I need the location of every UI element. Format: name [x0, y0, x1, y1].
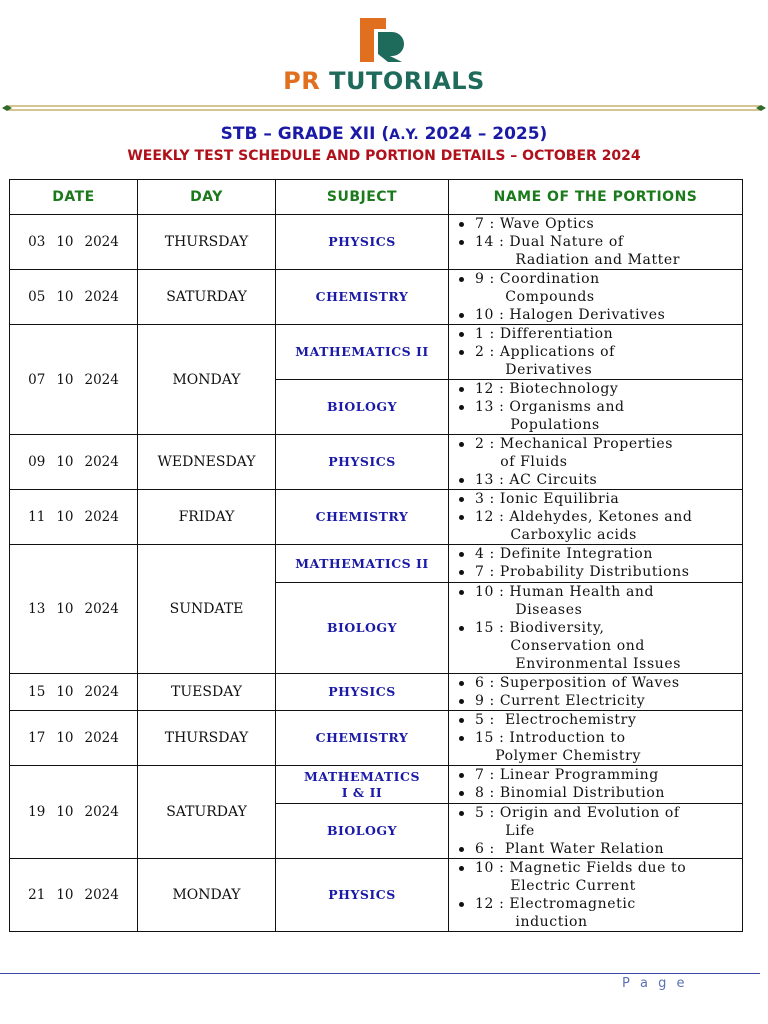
portion-item: 12 : Electromagnetic	[455, 895, 742, 913]
date-cell	[10, 674, 138, 711]
date-year: 2024	[84, 454, 119, 470]
date-day: 15	[28, 684, 46, 700]
subject-cell: MATHEMATICS II	[276, 325, 449, 380]
date-day: 21	[28, 887, 46, 903]
table-row	[10, 435, 743, 490]
page-label: P a g e	[622, 976, 688, 991]
table-row	[10, 325, 743, 380]
table-row	[10, 859, 743, 932]
portions-cell	[449, 859, 743, 932]
date-day: 13	[28, 601, 46, 617]
portions-list	[455, 325, 742, 379]
portions-cell	[449, 766, 743, 804]
portion-item: Life	[475, 823, 535, 839]
table-row	[10, 270, 743, 325]
portion-item: Carboxylic acids	[475, 527, 637, 543]
portion-item: Populations	[475, 417, 600, 433]
subject-cell: MATHEMATICS I & II	[276, 766, 449, 804]
portions-cell	[449, 325, 743, 380]
day-cell: MONDAY	[138, 325, 276, 435]
table-row	[10, 674, 743, 711]
subject-cell: MATHEMATICS II	[276, 545, 449, 583]
portion-item: 10 : Halogen Derivatives	[455, 306, 742, 324]
portions-list	[455, 583, 742, 673]
date-month: 10	[56, 234, 74, 250]
date-year: 2024	[84, 684, 119, 700]
portion-item: 2 : Mechanical Properties	[455, 435, 742, 453]
date-cell	[10, 325, 138, 435]
portions-list	[455, 804, 742, 858]
portion-item: 13 : Organisms and	[455, 398, 742, 416]
date-month: 10	[56, 289, 74, 305]
portions-cell	[449, 215, 743, 270]
portion-item: 2 : Applications of	[455, 343, 742, 361]
date-year: 2024	[84, 804, 119, 820]
portions-list	[455, 859, 742, 931]
portion-item: 9 : Current Electricity	[455, 692, 742, 710]
portion-item: 12 : Biotechnology	[455, 380, 742, 398]
portion-item: 9 : Coordination	[455, 270, 742, 288]
portion-item: 1 : Differentiation	[455, 325, 742, 343]
date-cell	[10, 215, 138, 270]
date-cell	[10, 766, 138, 859]
portions-cell	[449, 711, 743, 766]
page-title: STB – GRADE XII (A.Y. 2024 – 2025)	[220, 124, 548, 144]
portions-cell	[449, 674, 743, 711]
portion-item: 10 : Human Health and	[455, 583, 742, 601]
date-year: 2024	[84, 601, 119, 617]
portion-item: 7 : Wave Optics	[455, 215, 742, 233]
date-cell	[10, 859, 138, 932]
date-day: 05	[28, 289, 46, 305]
portion-item: 6 : Plant Water Relation	[455, 840, 742, 858]
column-header-date: DATE	[10, 180, 138, 215]
portion-item: Polymer Chemistry	[475, 748, 641, 764]
date-day: 17	[28, 730, 46, 746]
table-row	[10, 766, 743, 804]
date-year: 2024	[84, 234, 119, 250]
date-year: 2024	[84, 887, 119, 903]
date-month: 10	[56, 684, 74, 700]
date-cell	[10, 490, 138, 545]
portion-item: 5 : Electrochemistry	[455, 711, 742, 729]
portion-item: Environmental Issues	[475, 656, 682, 672]
day-cell: WEDNESDAY	[138, 435, 276, 490]
subject-cell: CHEMISTRY	[276, 490, 449, 545]
date-year: 2024	[84, 289, 119, 305]
day-cell: SATURDAY	[138, 766, 276, 859]
day-cell: THURSDAY	[138, 215, 276, 270]
day-cell: SUNDATE	[138, 545, 276, 674]
logo	[0, 14, 768, 96]
portions-list	[455, 215, 742, 269]
date-day: 11	[28, 509, 46, 525]
table-header-row	[10, 180, 743, 215]
day-cell: THURSDAY	[138, 711, 276, 766]
day-cell: SATURDAY	[138, 270, 276, 325]
portions-cell	[449, 380, 743, 435]
portion-item: 13 : AC Circuits	[455, 471, 742, 489]
portion-item: 14 : Dual Nature of	[455, 233, 742, 251]
logo-wordmark	[0, 66, 768, 96]
date-year: 2024	[84, 509, 119, 525]
portion-item: 15 : Biodiversity,	[455, 619, 742, 637]
date-day: 09	[28, 454, 46, 470]
portions-cell	[449, 435, 743, 490]
portions-list	[455, 490, 742, 544]
subject-cell: PHYSICS	[276, 859, 449, 932]
portions-cell	[449, 545, 743, 583]
portion-item: Radiation and Matter	[475, 252, 681, 268]
logo-tutorials-text: TUTORIALS	[329, 67, 485, 95]
table-row	[10, 215, 743, 270]
portions-cell	[449, 804, 743, 859]
subject-cell: BIOLOGY	[276, 804, 449, 859]
day-cell: TUESDAY	[138, 674, 276, 711]
portion-item: 6 : Superposition of Waves	[455, 674, 742, 692]
table-row	[10, 490, 743, 545]
subject-cell: CHEMISTRY	[276, 711, 449, 766]
portion-item: 4 : Definite Integration	[455, 545, 742, 563]
column-header-subject: SUBJECT	[276, 180, 449, 215]
date-month: 10	[56, 454, 74, 470]
portion-item: induction	[475, 914, 588, 930]
table-row	[10, 711, 743, 766]
date-month: 10	[56, 730, 74, 746]
date-month: 10	[56, 509, 74, 525]
portions-list	[455, 711, 742, 765]
date-cell	[10, 435, 138, 490]
header-divider	[2, 103, 766, 113]
date-month: 10	[56, 371, 74, 388]
portions-list	[455, 674, 742, 710]
date-cell	[10, 711, 138, 766]
date-cell	[10, 545, 138, 674]
portion-item: Electric Current	[475, 878, 636, 894]
portion-item: 8 : Binomial Distribution	[455, 784, 742, 802]
date-cell	[10, 270, 138, 325]
portion-item: 3 : Ionic Equilibria	[455, 490, 742, 508]
schedule-table	[9, 179, 743, 932]
subject-cell: CHEMISTRY	[276, 270, 449, 325]
day-cell: FRIDAY	[138, 490, 276, 545]
date-month: 10	[56, 887, 74, 903]
portion-item: 15 : Introduction to	[455, 729, 742, 747]
day-cell: MONDAY	[138, 859, 276, 932]
subject-cell: BIOLOGY	[276, 380, 449, 435]
logo-pr-text: PR	[283, 67, 321, 95]
portion-item: of Fluids	[475, 454, 568, 470]
column-header-day: DAY	[138, 180, 276, 215]
subject-cell: PHYSICS	[276, 215, 449, 270]
portion-item: 10 : Magnetic Fields due to	[455, 859, 742, 877]
portions-list	[455, 380, 742, 434]
date-year: 2024	[84, 730, 119, 746]
portions-list	[455, 545, 742, 581]
portion-item: 7 : Probability Distributions	[455, 563, 742, 581]
portions-cell	[449, 270, 743, 325]
date-day: 19	[28, 804, 46, 820]
portions-cell	[449, 490, 743, 545]
subject-cell: PHYSICS	[276, 435, 449, 490]
column-header-portions: NAME OF THE PORTIONS	[449, 180, 743, 215]
schedule-body	[10, 215, 743, 932]
footer-rule	[0, 973, 760, 974]
pr-logo-mark-icon	[358, 14, 410, 64]
portions-cell	[449, 583, 743, 674]
date-day: 03	[28, 234, 46, 250]
portion-item: Conservation ond	[475, 638, 645, 654]
portion-item: 7 : Linear Programming	[455, 766, 742, 784]
portion-item: Diseases	[475, 602, 583, 618]
date-month: 10	[56, 601, 74, 617]
portion-item: Compounds	[475, 289, 595, 305]
date-day: 07	[28, 371, 46, 388]
date-year: 2024	[84, 371, 119, 388]
portions-list	[455, 270, 742, 324]
portions-list	[455, 766, 742, 802]
portion-item: Derivatives	[475, 362, 593, 378]
subject-cell: PHYSICS	[276, 674, 449, 711]
portions-list	[455, 435, 742, 489]
portion-item: 5 : Origin and Evolution of	[455, 804, 742, 822]
subject-cell: BIOLOGY	[276, 583, 449, 674]
date-month: 10	[56, 804, 74, 820]
portion-item: 12 : Aldehydes, Ketones and	[455, 508, 742, 526]
page-subtitle: WEEKLY TEST SCHEDULE AND PORTION DETAILS – OCTOBER 2024	[127, 148, 641, 164]
table-row	[10, 545, 743, 583]
